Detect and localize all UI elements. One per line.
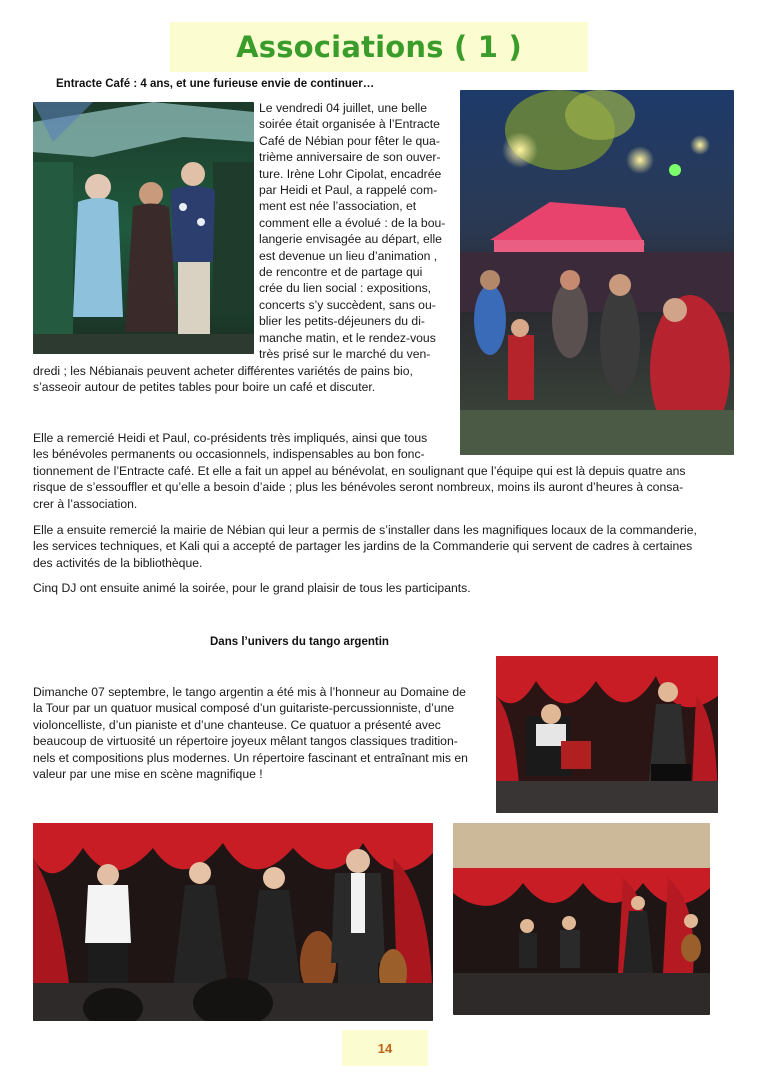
article2-body	[33, 684, 503, 782]
text-line: tionnement de l’Entracte café. Et elle a fait un appel au bénévolat, en soulignant que l’équipe qui est là depuis quatre ans	[33, 463, 686, 478]
title-banner	[170, 22, 588, 72]
text-line: les bénévoles permanents ou occasionnels, indispensables au bon fonc-	[33, 447, 425, 462]
text-line: est devenue un lieu d’animation ,	[259, 248, 438, 263]
text-line: langerie envisagée au départ, elle	[259, 232, 442, 247]
article1-intro-narrow	[259, 100, 459, 363]
article1-paragraph-2	[33, 430, 733, 512]
text-line: Elle a ensuite remercié la mairie de Nébian qui leur a permis de s’installer dans les magnifiques locaux de la commanderie,	[33, 523, 697, 537]
text-line: soirée était organisée à l’Entracte	[259, 117, 440, 132]
article1-intro-wide	[33, 363, 458, 396]
text-line: valeur par une mise en scène magnifique !	[33, 767, 263, 782]
text-line: violoncelliste, d’un pianiste et d’une chanteuse. Ce quatuor a présenté avec	[33, 717, 441, 732]
text-line: manche matin, et le rendez-vous	[259, 330, 436, 345]
text-line: Cinq DJ ont ensuite animé la soirée, pour le grand plaisir de tous les participants.	[33, 581, 471, 595]
text-line: trième anniversaire de son ouver-	[259, 150, 441, 165]
photo-accordion-singer	[496, 656, 718, 813]
text-line: beaucoup de virtuosité un répertoire joyeux mêlant tangos classiques tradition-	[33, 734, 458, 749]
photo-stage-wide	[453, 823, 710, 1015]
text-line: comment elle a évolué : de la bou-	[259, 215, 446, 230]
page-number: 14	[377, 1040, 393, 1056]
article1-heading: Entracte Café : 4 ans, et une furieuse envie de continuer…	[56, 78, 375, 90]
article2-heading: Dans l’univers du tango argentin	[210, 636, 389, 648]
text-line: crer à l’association.	[33, 496, 138, 511]
text-line: ment est née l’association, et	[259, 199, 417, 214]
text-line: très prisé sur le marché du ven-	[259, 347, 431, 362]
text-line: Dimanche 07 septembre, le tango argentin a été mis à l’honneur au Domaine de	[33, 685, 466, 699]
text-line: risque de s’essouffler et qu’elle a besoin d’aide ; plus les bénévoles seront nombreux, moins ils auront d’heures à consa-	[33, 480, 684, 495]
article1-paragraph-3	[33, 522, 743, 571]
text-line: ture. Irène Lohr Cipolat, encadrée	[259, 166, 442, 181]
text-line: Le vendredi 04 juillet, une belle	[259, 101, 428, 115]
text-line: Café de Nébian pour fêter le qua-	[259, 133, 440, 148]
text-line: blier les petits-déjeuners du di-	[259, 314, 425, 329]
text-line: de rencontre et de partage qui	[259, 265, 423, 280]
text-line: par Heidi et Paul, a rappelé com-	[259, 183, 438, 198]
page-title: Associations ( 1 )	[236, 30, 522, 64]
text-line: s’asseoir autour de petites tables pour boire un café et discuter.	[33, 380, 376, 395]
text-line: Elle a remercié Heidi et Paul, co-présidents très impliqués, ainsi que tous	[33, 431, 428, 445]
article1-paragraph-4	[33, 580, 733, 596]
text-line: concerts s’y succèdent, sans ou-	[259, 297, 436, 312]
text-line: des activités de la bibliothèque.	[33, 555, 203, 570]
photo-party	[460, 90, 734, 455]
text-line: les services techniques, et Kali qui a accepté de partager les jardins de la Commanderie qui servent de cadres à certaines	[33, 539, 693, 554]
page-number-box	[342, 1030, 428, 1066]
text-line: nels et compositions plus modernes. Un répertoire fascinant et entraînant mis en	[33, 750, 468, 765]
text-line: la Tour par un quatuor musical composé d’un guitariste-percussionniste, d’une	[33, 701, 455, 716]
photo-quartet-bow	[33, 823, 433, 1021]
text-line: dredi ; les Nébianais peuvent acheter différentes variétés de pains bio,	[33, 364, 413, 378]
text-line: crée du lien social : expositions,	[259, 281, 432, 296]
photo-speakers	[33, 102, 254, 354]
